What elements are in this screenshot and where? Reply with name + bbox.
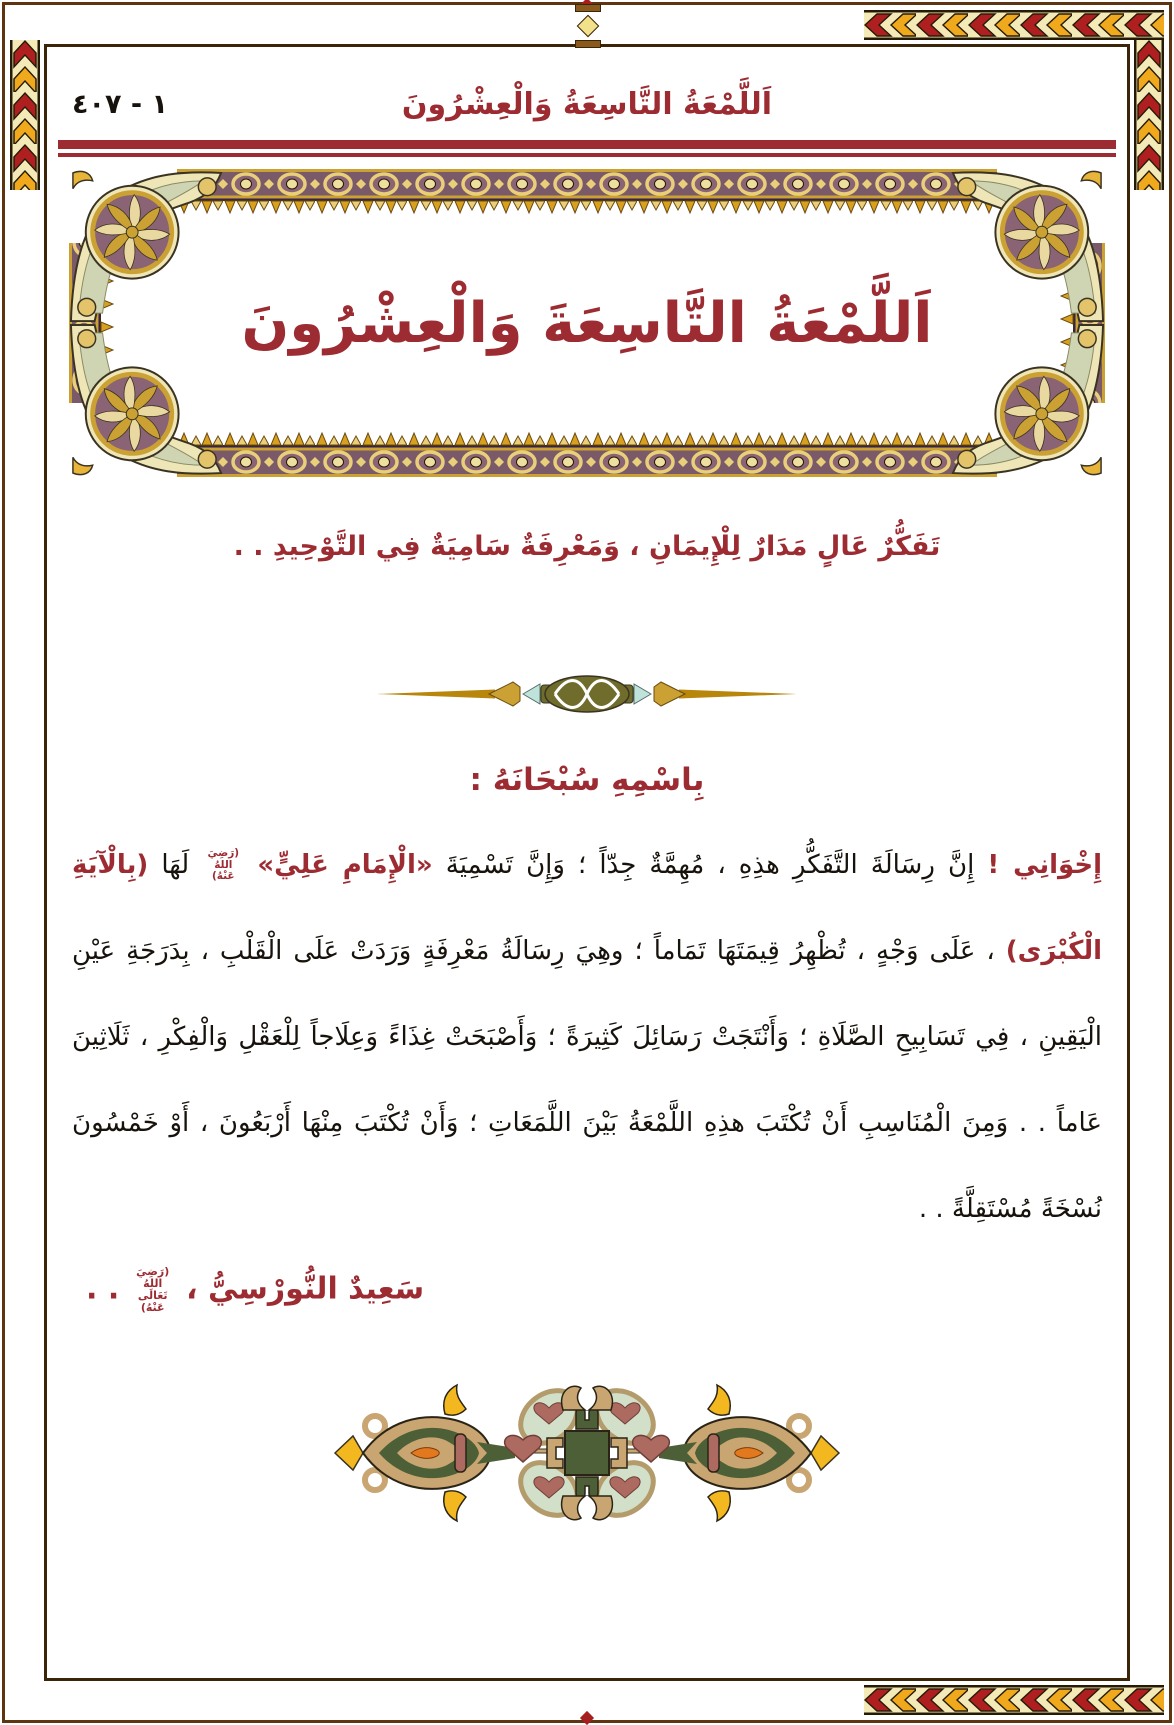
chain-border-right: [1134, 40, 1164, 190]
imam-ali-emphasis: «الْإِمَامِ عَلِيٍّ»: [257, 850, 433, 880]
corner-medallion-icon: [67, 167, 225, 325]
paragraph-text: لَهَا: [148, 850, 203, 880]
author-signature: [58, 1266, 1116, 1314]
chain-border-bottom: [864, 1685, 1164, 1715]
header-double-rule: [58, 140, 1116, 157]
brothers-opening: إِخْوَانِي !: [987, 850, 1103, 880]
running-title: اَللَّمْعَةُ التَّاسِعَةُ وَالْعِشْرُونَ: [401, 87, 773, 122]
basmala-heading: بِاسْمِهِ سُبْحَانَهُ :: [469, 762, 705, 798]
top-notch-tab2-icon: [575, 40, 601, 48]
cartouche-band-bottom: [177, 429, 997, 477]
page-number: ١ - ٤٠٧: [72, 89, 168, 120]
cartouche-band-top: [177, 169, 997, 217]
band-pattern-icon: [177, 169, 997, 217]
page-content: [58, 52, 1116, 1538]
bottom-apex-diamond-icon: [580, 1711, 594, 1725]
chapter-title: اَللَّمْعَةُ التَّاسِعَةَ وَالْعِشْرُونَ: [241, 290, 933, 356]
chapter-subtitle: تَفَكُّرٌ عَالٍ مَدَارٌ لِلْإِيمَانِ ، وَمَعْرِفَةٌ سَامِيَةٌ فِي التَّوْحِيدِ . .: [233, 531, 941, 562]
top-notch-tab-icon: [575, 4, 601, 12]
chain-border-top: [864, 10, 1164, 40]
signature-name: سَعِيدٌ النُّورْسِيُّ ،: [186, 1271, 425, 1307]
signature-ellipsis: . .: [86, 1271, 120, 1307]
corner-medallion-icon: [949, 167, 1107, 325]
floral-tailpiece-icon: [327, 1368, 847, 1538]
body-paragraph: [72, 822, 1102, 1252]
paragraph-text: ، عَلَى وَجْهٍ ، تُظْهِرُ قِيمَتَهَا تَمَاماً ؛ وهِيَ رِسَالَةُ مَعْرِفَةٍ وَرَدَتْ عَلَى الْقَلْبِ ، بِدَرَجَةِ عَيْنِ الْيَقِينِ ، فِي تَسَابِيحِ الصَّلَاةِ ؛ وَأَنْتَجَتْ رَسَائِلَ كَثِيرَةً ؛ وَأَصْبَحَتْ غِذَاءً وَعِلَاجاً لِلْعَقْلِ وَالْفِكْرِ ، ثَلَاثِينَ عَاماً . . وَمِنَ الْمُنَاسِبِ أَنْ تُكْتَبَ هذِهِ اللَّمْعَةُ بَيْنَ اللَّمَعَاتِ ؛ وَأَنْ تُكْتَبَ مِنْهَا أَرْبَعُونَ ، أَوْ خَمْسُونَ نُسْخَةً مُسْتَقِلَّةً . .: [72, 936, 1102, 1224]
paragraph-text: إِنَّ رِسَالَةَ التَّفَكُّرِ هذِهِ ، مُهِمَّةٌ جِدّاً ؛ وَإِنَّ تَسْمِيَةَ: [432, 850, 988, 880]
chain-border-left: [10, 40, 40, 190]
corner-medallion-icon: [67, 321, 225, 479]
ayah-kubra-emphasis: (بِالْآيَةِ الْكُبْرَى): [72, 850, 1102, 966]
page-header: [58, 76, 1116, 134]
title-cartouche: [67, 167, 1107, 479]
radiallahu-seal-icon: (رَضِيَ اللهُ عَنْهُ): [207, 847, 240, 883]
signature-seal-icon: (رَضِيَ اللهُ تَعَالَى عَنْهُ): [136, 1265, 170, 1315]
corner-medallion-icon: [949, 321, 1107, 479]
band-pattern-icon: [177, 429, 997, 477]
top-notch-diamond-icon: [577, 15, 600, 38]
knot-divider-icon: [372, 672, 802, 716]
